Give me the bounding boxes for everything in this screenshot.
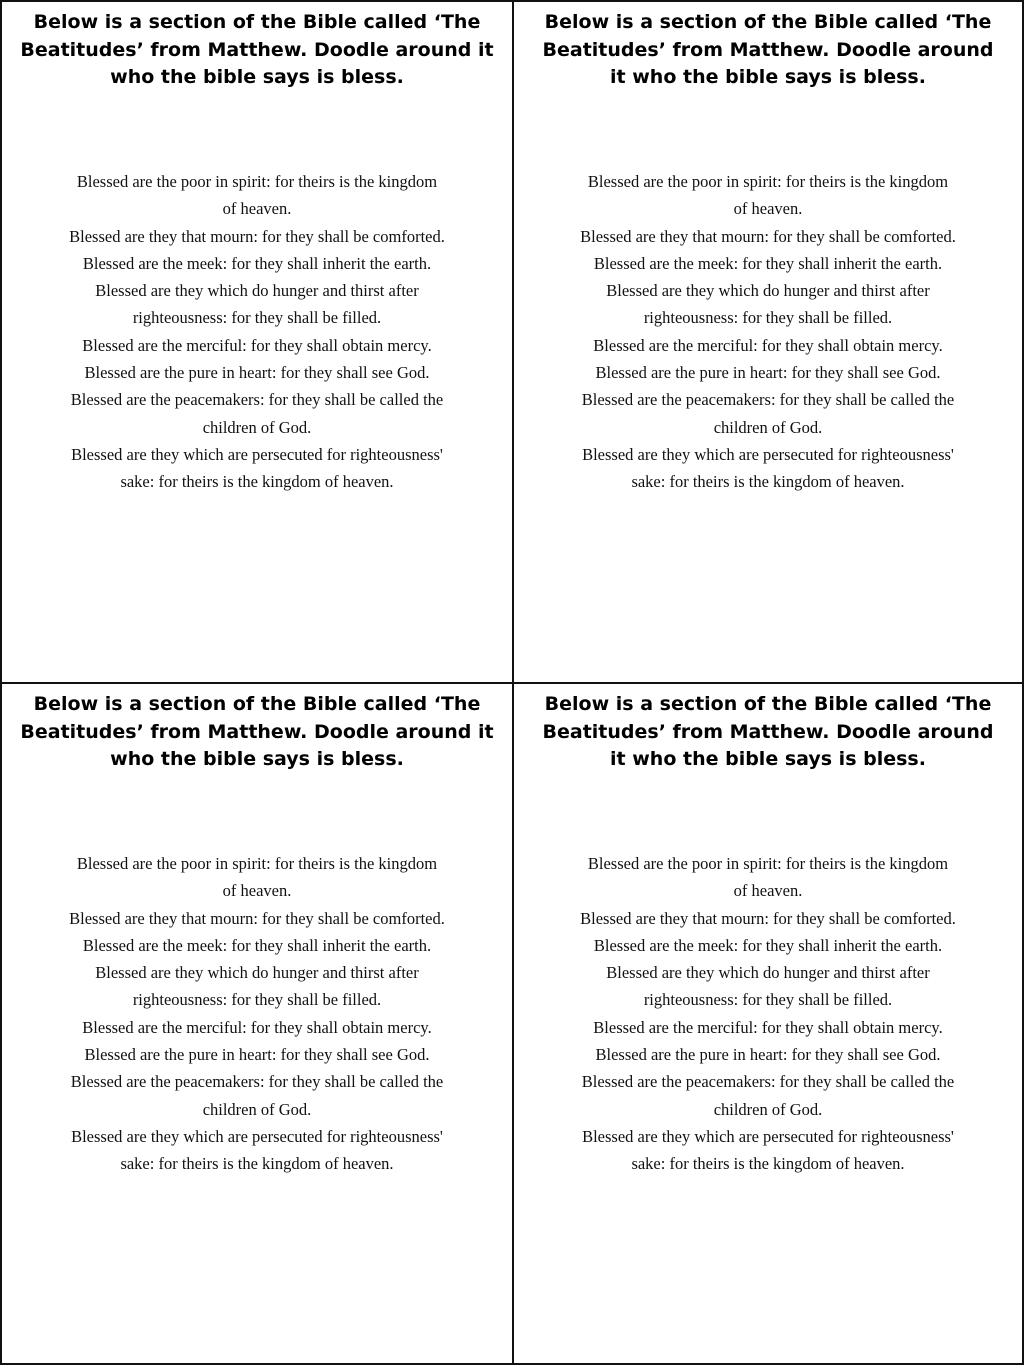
beatitudes-passage xyxy=(2,168,512,496)
verse-hunger-thirst: Blessed are they which do hunger and thirst after righteousness: for they shall be filled. xyxy=(606,963,930,1010)
verse-mourn: Blessed are they that mourn: for they shall be comforted. xyxy=(69,908,445,928)
worksheet-heading: Below is a section of the Bible called ‘The Beatitudes’ from Matthew. Doodle around it who the bible says is bless. xyxy=(542,693,994,770)
verse-meek: Blessed are the meek: for they shall inherit the earth. xyxy=(82,253,432,273)
verse-merciful: Blessed are the merciful: for they shall obtain mercy. xyxy=(593,1017,943,1037)
verse-mourn: Blessed are they that mourn: for they shall be comforted. xyxy=(69,226,445,246)
worksheet-card-top-right xyxy=(512,0,1024,684)
verse-poor-in-spirit: Blessed are the poor in spirit: for theirs is the kingdom of heaven. xyxy=(76,854,438,901)
verse-peacemakers: Blessed are the peacemakers: for they shall be called the children of God. xyxy=(70,1072,444,1119)
verse-meek: Blessed are the meek: for they shall inherit the earth. xyxy=(593,935,943,955)
verse-peacemakers: Blessed are the peacemakers: for they shall be called the children of God. xyxy=(581,1072,955,1119)
worksheet-heading: Below is a section of the Bible called ‘The Beatitudes’ from Matthew. Doodle around it who the bible says is bless. xyxy=(20,693,494,770)
verse-poor-in-spirit: Blessed are the poor in spirit: for theirs is the kingdom of heaven. xyxy=(76,172,438,219)
verse-peacemakers: Blessed are the peacemakers: for they shall be called the children of God. xyxy=(70,390,444,437)
verse-mourn: Blessed are they that mourn: for they shall be comforted. xyxy=(580,908,956,928)
verse-pure-in-heart: Blessed are the pure in heart: for they shall see God. xyxy=(84,1045,430,1065)
verse-hunger-thirst: Blessed are they which do hunger and thirst after righteousness: for they shall be filled. xyxy=(95,963,419,1010)
verse-meek: Blessed are the meek: for they shall inherit the earth. xyxy=(593,253,943,273)
verse-peacemakers: Blessed are the peacemakers: for they shall be called the children of God. xyxy=(581,390,955,437)
verse-meek: Blessed are the meek: for they shall inherit the earth. xyxy=(82,935,432,955)
beatitudes-passage xyxy=(514,850,1022,1178)
verse-hunger-thirst: Blessed are they which do hunger and thirst after righteousness: for they shall be filled. xyxy=(606,281,930,328)
verse-merciful: Blessed are the merciful: for they shall obtain mercy. xyxy=(593,335,943,355)
verse-persecuted: Blessed are they which are persecuted for righteousness' sake: for theirs is the kingdom of heaven. xyxy=(582,444,954,492)
verse-merciful: Blessed are the merciful: for they shall obtain mercy. xyxy=(82,1017,432,1037)
worksheet-card-bottom-left xyxy=(0,682,514,1365)
beatitudes-passage xyxy=(514,168,1022,496)
beatitudes-passage xyxy=(2,850,512,1178)
worksheet-card-bottom-right xyxy=(512,682,1024,1365)
verse-persecuted: Blessed are they which are persecuted for righteousness' sake: for theirs is the kingdom of heaven. xyxy=(582,1126,954,1174)
verse-pure-in-heart: Blessed are the pure in heart: for they shall see God. xyxy=(595,363,941,383)
verse-poor-in-spirit: Blessed are the poor in spirit: for theirs is the kingdom of heaven. xyxy=(587,172,949,219)
verse-persecuted: Blessed are they which are persecuted for righteousness' sake: for theirs is the kingdom of heaven. xyxy=(71,444,443,492)
worksheet-heading: Below is a section of the Bible called ‘The Beatitudes’ from Matthew. Doodle around it who the bible says is bless. xyxy=(542,11,994,88)
worksheet-heading: Below is a section of the Bible called ‘The Beatitudes’ from Matthew. Doodle around it who the bible says is bless. xyxy=(20,11,494,88)
worksheet-card-top-left xyxy=(0,0,514,684)
verse-poor-in-spirit: Blessed are the poor in spirit: for theirs is the kingdom of heaven. xyxy=(587,854,949,901)
verse-mourn: Blessed are they that mourn: for they shall be comforted. xyxy=(580,226,956,246)
verse-persecuted: Blessed are they which are persecuted for righteousness' sake: for theirs is the kingdom of heaven. xyxy=(71,1126,443,1174)
verse-pure-in-heart: Blessed are the pure in heart: for they shall see God. xyxy=(84,363,430,383)
verse-pure-in-heart: Blessed are the pure in heart: for they shall see God. xyxy=(595,1045,941,1065)
verse-hunger-thirst: Blessed are they which do hunger and thirst after righteousness: for they shall be filled. xyxy=(95,281,419,328)
verse-merciful: Blessed are the merciful: for they shall obtain mercy. xyxy=(82,335,432,355)
